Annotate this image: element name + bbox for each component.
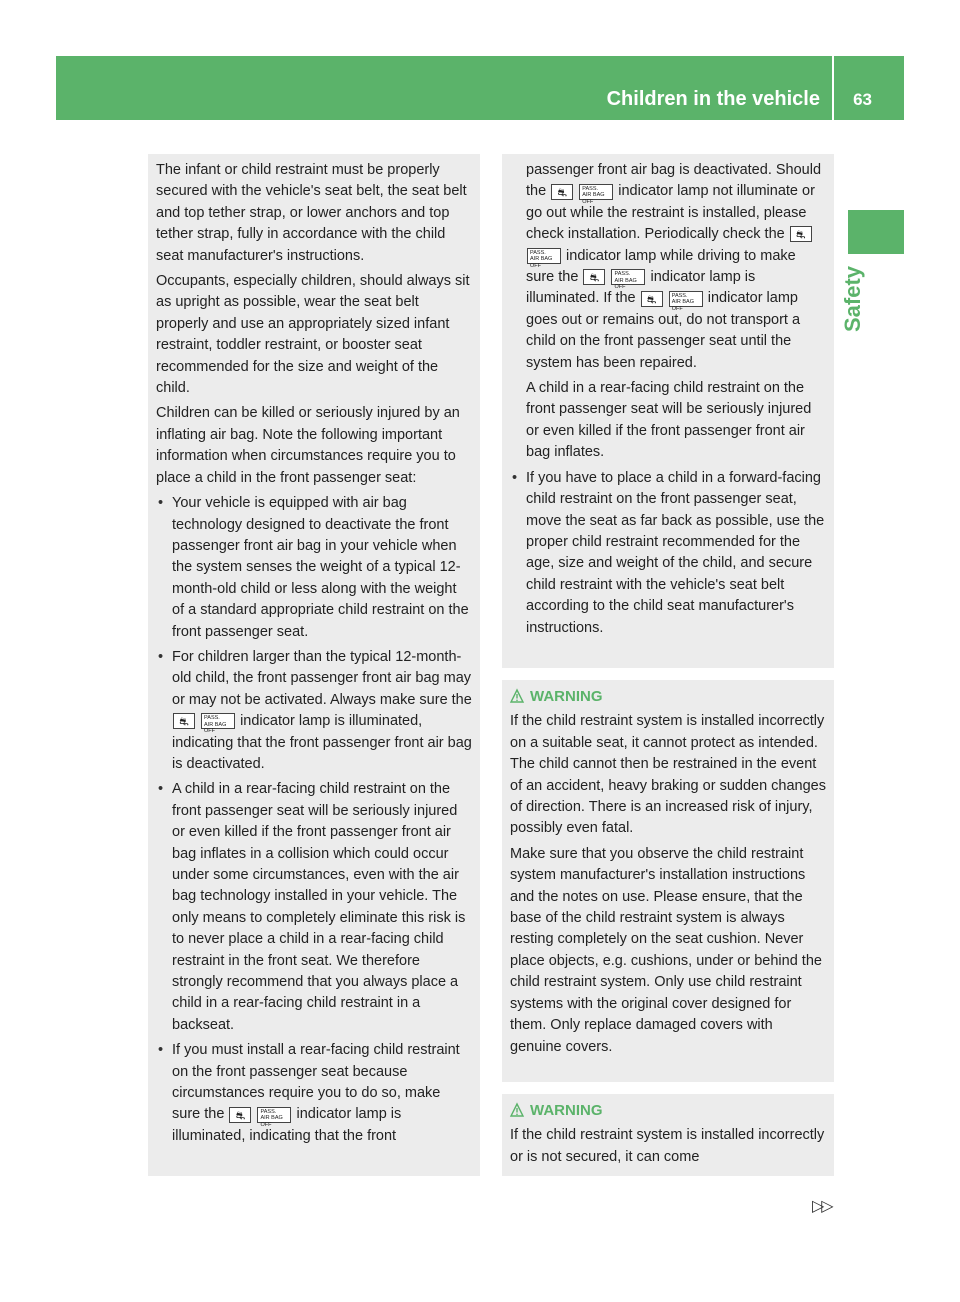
- continued-list-item: [510, 160, 826, 464]
- paragraph: The infant or child restraint must be properly secured with the vehicle's seat belt, the seat belt and top tether strap, or lower anchors and top tether strap, fully in accordance with the child seat manufacturer's instructions.: [156, 162, 467, 264]
- paragraph: Children can be killed or seriously injured by an inflating air bag. Note the following important information when circumstances require you to place a child in the front passenger seat:: [156, 405, 460, 486]
- warning-box: [502, 1094, 834, 1176]
- page-title: Children in the vehicle: [606, 88, 820, 110]
- bullet-list: [156, 493, 472, 1147]
- warning-heading: [510, 686, 826, 707]
- warning-triangle-icon: [510, 1103, 524, 1117]
- seat-occupancy-icon: ⛐: [173, 713, 195, 729]
- text: indicator lamp not illuminate or go out while the restraint is installed, please check installation. Periodically check the: [526, 183, 815, 243]
- list-item-text: Your vehicle is equipped with air bag technology designed to deactivate the front passenger front air bag in your vehicle when the system senses the weight of a typical 12-month-old child or less along with the weight of a standard appropriate child restraint on the front passenger seat.: [172, 495, 469, 640]
- header-bar: [56, 56, 904, 120]
- paragraph: Occupants, especially children, should always sit as upright as possible, wear the seat belt properly and use an appropriately sized infant restraint, toddler restraint, or booster seat recommended for the size and weight of the child.: [156, 273, 470, 397]
- pass-airbag-off-icon: PASS. AIR BAG OFF: [257, 1107, 291, 1123]
- right-column-top: [502, 154, 834, 668]
- section-tab: [848, 210, 904, 254]
- list-item: [156, 493, 472, 643]
- paragraph: If the child restraint system is installed incorrectly on a suitable seat, it cannot protect as intended. The child cannot then be restrained in the event of an accident, heavy braking or sudden changes of direction. There is an increased risk of injury, possibly even fatal.: [510, 713, 826, 837]
- left-column: [148, 154, 480, 1176]
- pass-airbag-off-icon: PASS. AIR BAG OFF: [579, 184, 613, 200]
- list-item: [156, 1040, 472, 1147]
- list-item: [510, 468, 826, 639]
- seat-occupancy-icon: ⛐: [583, 269, 605, 285]
- continue-arrow-icon: ▷▷: [812, 1198, 831, 1215]
- list-item-text: If you have to place a child in a forward-facing child restraint on the front passenger seat, move the seat as far back as possible, use the proper child restraint recommended for the age, size and weight of the child, and secure child restraint with the vehicle's seat belt according to the child seat manufacturer's instructions.: [526, 469, 825, 636]
- list-item: [156, 647, 472, 775]
- warning-box: [502, 680, 834, 1082]
- list-item-text: For children larger than the typical 12-month-old child, the front passenger front air bag may or may not be activated. Always make sure the: [172, 648, 472, 708]
- warning-heading: [510, 1100, 826, 1121]
- page-number: 63: [853, 90, 872, 109]
- text: indicator lamp while driving to make sure the: [526, 247, 796, 286]
- list-item-text: If you must install a rear-facing child restraint on the front passenger seat because circumstances require you to do so, make sure the: [172, 1042, 460, 1123]
- pass-airbag-off-icon: PASS. AIR BAG OFF: [527, 248, 561, 264]
- list-item: [156, 779, 472, 1036]
- seat-occupancy-icon: ⛐: [229, 1107, 251, 1123]
- text: indicator lamp is illuminated. If the: [526, 269, 756, 307]
- pass-airbag-off-icon: PASS. AIR BAG OFF: [669, 291, 703, 307]
- paragraph: If the child restraint system is installed incorrectly or is not secured, it can come: [510, 1127, 825, 1165]
- list-item-text: indicator lamp is illuminated, indicating that the front: [172, 1106, 402, 1144]
- warning-label: WARNING: [530, 688, 603, 705]
- seat-occupancy-icon: ⛐: [641, 291, 663, 307]
- paragraph: Make sure that you observe the child restraint system manufacturer's installation instructions and the notes on use. Please ensure, that the base of the child restraint system is always resting completely on the seat cushion. Never place objects, e.g. cushions, under or behind the child restraint system. Only use child restraint systems with the original cover designed for them. Only replace damaged covers with genuine covers.: [510, 845, 822, 1055]
- seat-occupancy-icon: ⛐: [551, 184, 573, 200]
- seat-occupancy-icon: ⛐: [790, 226, 812, 242]
- section-label: Safety: [840, 265, 865, 332]
- header-divider: [832, 56, 834, 120]
- warning-label: WARNING: [530, 1102, 603, 1119]
- list-item-text: A child in a rear-facing child restraint on the front passenger seat will be seriously injured or even killed if the front passenger front air bag inflates in a collision which could occur under some circumstances, even with the air bag technology installed in your vehicle. The only means to completely eliminate this risk is to never place a child in a rear-facing child restraint in the front seat. We therefore strongly recommend that you always place a child in a rear-facing child restraint in a backseat.: [172, 781, 466, 1033]
- warning-triangle-icon: [510, 689, 524, 703]
- paragraph: A child in a rear-facing child restraint on the front passenger seat will be seriously injured or even killed if the front passenger front air bag inflates.: [526, 380, 812, 461]
- pass-airbag-off-icon: PASS. AIR BAG OFF: [611, 269, 645, 285]
- text: indicator lamp goes out or remains out, do not transport a child on the front passenger seat until the system has been repaired.: [526, 290, 801, 371]
- pass-airbag-off-icon: PASS. AIR BAG OFF: [201, 713, 235, 729]
- list-item-text: indicator lamp is illuminated, indicating that the front passenger front air bag is deactivated.: [172, 713, 472, 772]
- bullet-list: [510, 468, 826, 639]
- text: passenger front air bag is deactivated. Should the: [526, 162, 822, 200]
